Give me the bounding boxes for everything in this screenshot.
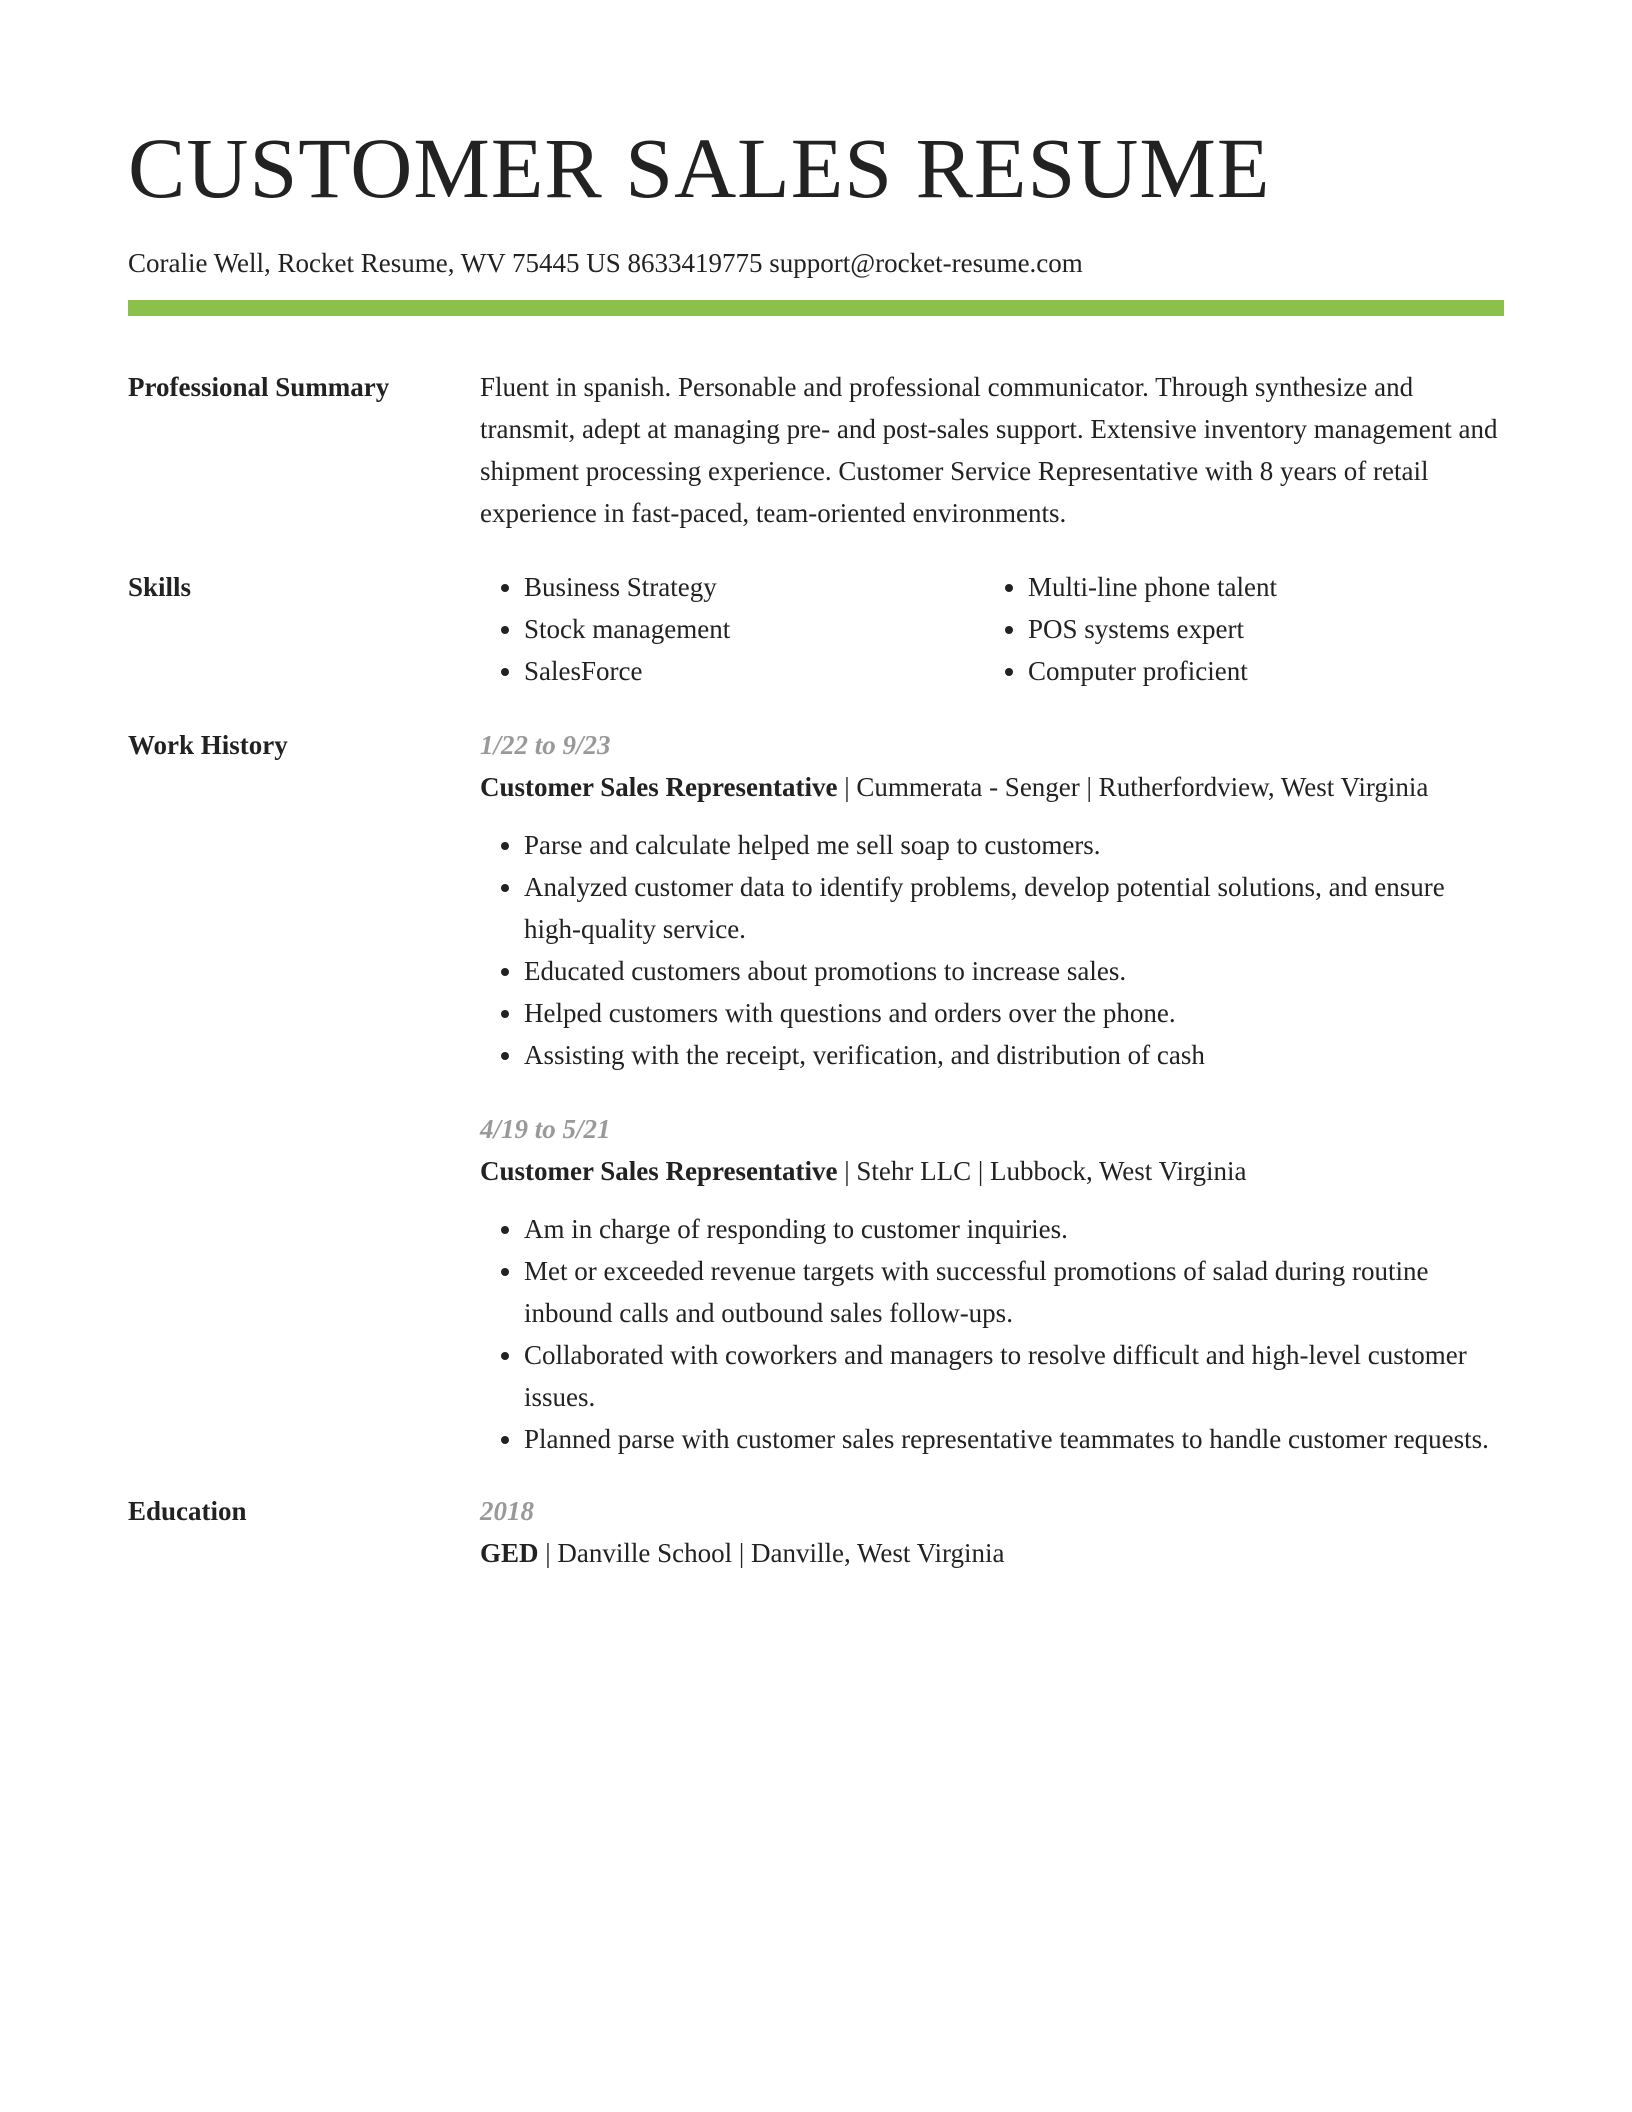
job-entry: [480, 724, 1504, 1076]
job-bullet: • Am in charge of responding to customer inquiries.: [524, 1208, 1504, 1250]
summary-section: [128, 366, 1504, 534]
job-bullet: • Assisting with the receipt, verification, and distribution of cash: [524, 1034, 1504, 1076]
education-entry: [480, 1490, 1504, 1574]
skills-column-right: [984, 566, 1488, 692]
job-bullets: [480, 824, 1504, 1076]
job-title-line: [480, 766, 1504, 808]
job-title-line: [480, 1150, 1504, 1192]
job-date: 4/19 to 5/21: [480, 1114, 611, 1144]
education-section: [128, 1490, 1504, 1574]
skills-section: [128, 566, 1504, 692]
skill-item: • SalesForce: [524, 650, 984, 692]
skills-list: [480, 566, 1504, 692]
skill-item: • Multi-line phone talent: [1028, 566, 1488, 608]
job-bullet: • Collaborated with coworkers and managers to resolve difficult and high-level customer issues.: [524, 1334, 1504, 1418]
contact-line: Coralie Well, Rocket Resume, WV 75445 US 8633419775 support@rocket-resume.com: [128, 248, 1083, 278]
resume-title: CUSTOMER SALES RESUME: [128, 120, 1271, 216]
work-history-section: [128, 724, 1504, 1460]
job-bullets: [480, 1208, 1504, 1460]
job-date: 1/22 to 9/23: [480, 730, 611, 760]
skill-item: • Stock management: [524, 608, 984, 650]
accent-divider: [128, 300, 1504, 316]
job-bullet: • Met or exceeded revenue targets with successful promotions of salad during routine inbound calls and outbound sales follow-ups.: [524, 1250, 1504, 1334]
job-role: Customer Sales Representative: [480, 1156, 838, 1186]
job-role: Customer Sales Representative: [480, 772, 838, 802]
job-entry: [480, 1108, 1504, 1460]
job-bullet: • Analyzed customer data to identify problems, develop potential solutions, and ensure high-quality service.: [524, 866, 1504, 950]
skill-item: • Computer proficient: [1028, 650, 1488, 692]
job-bullet: • Planned parse with customer sales representative teammates to handle customer requests.: [524, 1418, 1504, 1460]
education-date: 2018: [480, 1496, 534, 1526]
education-line: [480, 1532, 1504, 1574]
work-history-entries: [480, 724, 1504, 1460]
job-employer-location: | Stehr LLC | Lubbock, West Virginia: [837, 1156, 1247, 1186]
skill-item: • Business Strategy: [524, 566, 984, 608]
job-bullet: • Helped customers with questions and orders over the phone.: [524, 992, 1504, 1034]
skill-item: • POS systems expert: [1028, 608, 1488, 650]
summary-label: Professional Summary: [128, 372, 390, 402]
job-employer-location: | Cummerata - Senger | Rutherfordview, West Virginia: [837, 772, 1429, 802]
job-bullet: • Parse and calculate helped me sell soap to customers.: [524, 824, 1504, 866]
job-bullet: • Educated customers about promotions to increase sales.: [524, 950, 1504, 992]
education-school-location: | Danville School | Danville, West Virginia: [538, 1538, 1005, 1568]
education-label: Education: [128, 1496, 247, 1526]
summary-text: Fluent in spanish. Personable and professional communicator. Through synthesize and transmit, adept at managing pre- and post-sales support. Extensive inventory management and shipment processing experience. Customer Service Representative with 8 years of retail experience in fast-paced, team-oriented environments.: [480, 372, 1498, 528]
skills-column-left: [480, 566, 984, 692]
work-history-label: Work History: [128, 730, 288, 760]
education-degree: GED: [480, 1538, 539, 1568]
skills-label: Skills: [128, 572, 192, 602]
